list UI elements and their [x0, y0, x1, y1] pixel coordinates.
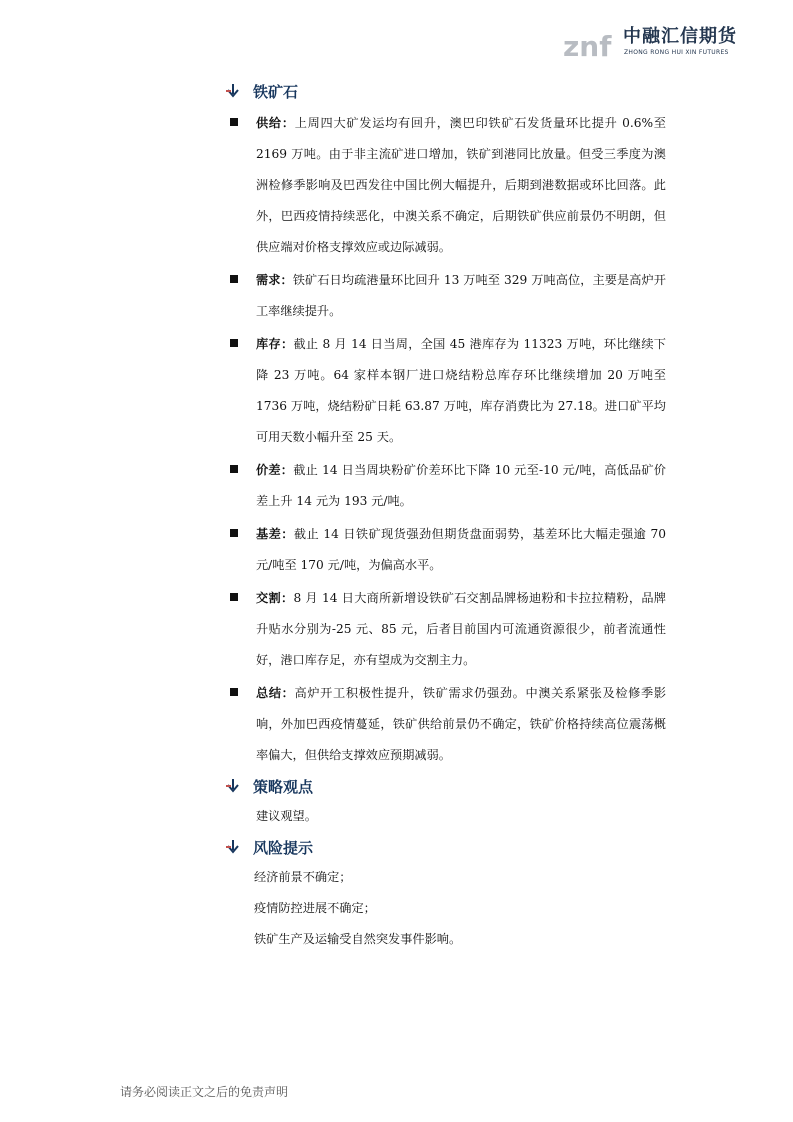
item-text: 高炉开工积极性提升，铁矿需求仍强劲。中澳关系紧张及检修季影响，外加巴西疫情蔓延，铁矿供给前景仍不确定，铁矿价格持续高位震荡概率偏大，但供给支撑效应预期减弱。 — [256, 686, 667, 762]
arrow-bullet-icon — [226, 840, 240, 854]
item-paragraph — [256, 108, 666, 263]
item-text: 截止 14 日铁矿现货强劲但期货盘面弱势，基差环比大幅走强逾 70 元/吨至 170 元/吨，为偏高水平。 — [256, 527, 667, 572]
logo-mark-icon — [563, 22, 615, 62]
item-paragraph — [256, 329, 666, 453]
section-strategy-heading — [226, 771, 666, 801]
section-title: 铁矿石 — [253, 82, 299, 101]
item-lead: 总结： — [256, 686, 295, 700]
item-text: 截止 14 日当周块粉矿价差环比下降 10 元至-10 元/吨，高低品矿价差上升 14 元为 193 元/吨。 — [256, 463, 666, 508]
arrow-bullet-icon — [226, 779, 240, 793]
section-iron-ore-heading — [226, 76, 666, 106]
strategy-text: 建议观望。 — [256, 809, 317, 823]
risk-line: 铁矿生产及运输受自然突发事件影响。 — [254, 932, 462, 946]
arrow-bullet-icon — [226, 84, 240, 98]
item-lead: 基差： — [256, 527, 294, 541]
item-lead: 交割： — [256, 591, 294, 605]
company-name-en: ZHONG RONG HUI XIN FUTURES — [624, 49, 729, 56]
company-name: 中融汇信期货 — [623, 26, 737, 47]
square-bullet-icon — [230, 465, 238, 473]
list-item — [226, 455, 666, 517]
square-bullet-icon — [230, 593, 238, 601]
item-paragraph — [256, 455, 666, 517]
list-item — [226, 108, 666, 263]
item-paragraph — [256, 265, 666, 327]
logo-mark-text: znf — [563, 30, 612, 62]
report-content — [226, 76, 666, 955]
item-paragraph — [256, 678, 666, 771]
risk-line: 经济前景不确定； — [254, 870, 352, 884]
risk-line: 疫情防控进展不确定； — [254, 901, 376, 915]
list-item — [226, 329, 666, 453]
section-title: 风险提示 — [253, 838, 314, 857]
square-bullet-icon — [230, 275, 238, 283]
section-title: 策略观点 — [253, 777, 314, 796]
item-paragraph — [256, 519, 666, 581]
square-bullet-icon — [230, 118, 238, 126]
item-text: 上周四大矿发运均有回升，澳巴印铁矿石发货量环比提升 0.6%至 2169 万吨。由于非主流矿进口增加，铁矿到港同比放量。但受三季度为澳洲检修季影响及巴西发往中国比例大幅提升，后期到港数据或环比回落。此外，巴西疫情持续恶化，中澳关系不确定，后期铁矿供应前景仍不明朗，但供应端对价格支撑效应或边际减弱。 — [256, 116, 666, 254]
list-item — [226, 265, 666, 327]
square-bullet-icon — [230, 339, 238, 347]
list-item — [226, 678, 666, 771]
item-lead: 需求： — [256, 273, 293, 287]
square-bullet-icon — [230, 688, 238, 696]
item-paragraph — [256, 583, 666, 676]
item-text: 铁矿石日均疏港量环比回升 13 万吨至 329 万吨高位，主要是高炉开工率继续提升。 — [256, 273, 666, 318]
item-lead: 供给： — [256, 116, 295, 130]
item-text: 8 月 14 日大商所新增设铁矿石交割品牌杨迪粉和卡拉拉精粉，品牌升贴水分别为-25 元、85 元，后者目前国内可流通资源很少，前者流通性好，港口库存足，亦有望成为交割主力。 — [256, 591, 666, 667]
item-lead: 库存： — [256, 337, 294, 351]
square-bullet-icon — [230, 529, 238, 537]
company-logo — [563, 20, 748, 64]
item-text: 截止 8 月 14 日当周，全国 45 港库存为 11323 万吨，环比继续下降 23 万吨。64 家样本钢厂进口烧结粉总库存环比继续增加 20 万吨至 1736 万吨，烧结粉矿日耗 63.87 万吨，库存消费比为 27.18。进口矿平均可用天数小幅升至 25 天。 — [256, 337, 666, 444]
section-risk-heading — [226, 832, 666, 862]
item-lead: 价差： — [256, 463, 294, 477]
list-item — [226, 519, 666, 581]
footer-disclaimer: 请务必阅读正文之后的免责声明 — [120, 1085, 289, 1099]
list-item — [226, 583, 666, 676]
